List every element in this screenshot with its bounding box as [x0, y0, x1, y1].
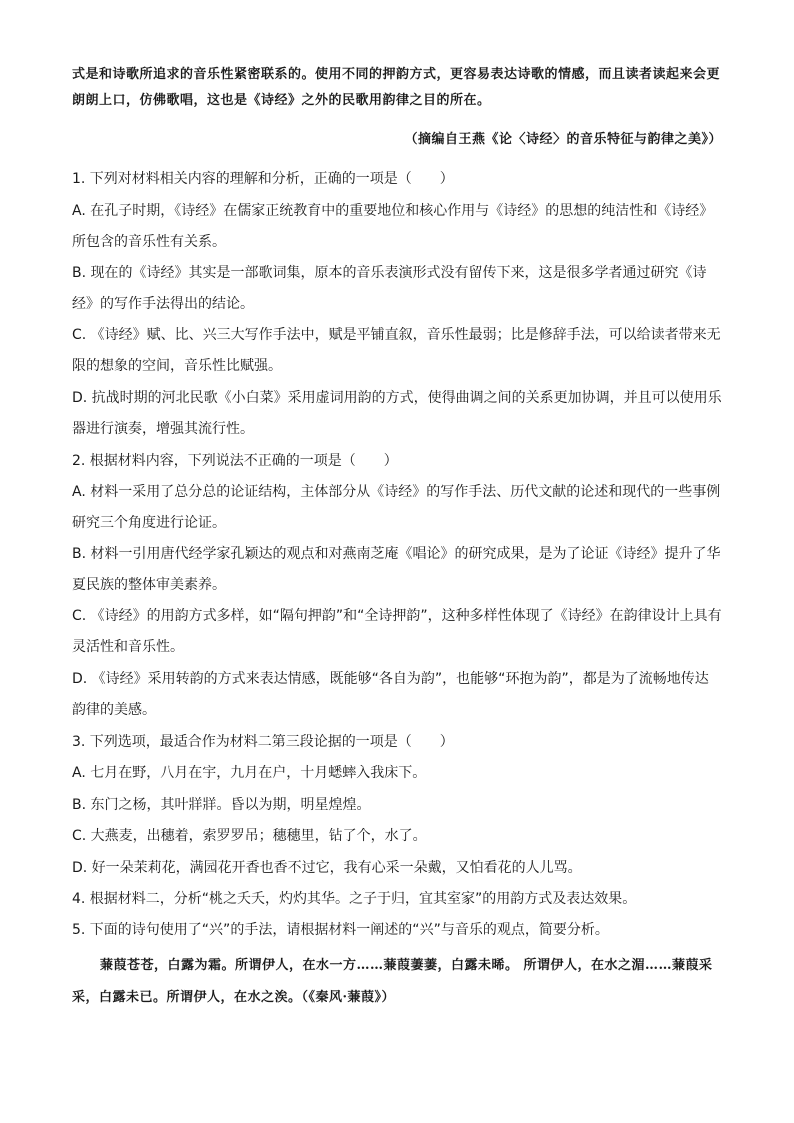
- question-3-option-b: B. 东门之杨，其叶牂牂。昏以为期，明星煌煌。: [72, 797, 371, 813]
- passage-source: （摘编自王燕《论〈诗经〉的音乐特征与韵律之美》）: [404, 132, 722, 147]
- question-2-stem: 2. 根据材料内容，下列说法不正确的一项是（ ）: [72, 453, 398, 469]
- question-3-stem: 3. 下列选项，最适合作为材料二第三段论据的一项是（ ）: [72, 734, 454, 750]
- question-2-option-a: A. 材料一采用了总分总的论证结构，主体部分从《诗经》的写作手法、历代文献的论述和现代的一些事例研究三个角度进行论证。: [72, 484, 721, 531]
- passage-continuation: 式是和诗歌所追求的音乐性紧密联系的。使用不同的押韵方式，更容易表达诗歌的情感，而且读者读起来会更朗朗上口，仿佛歌唱，这也是《诗经》之外的民歌用韵律之目的所在。: [72, 67, 721, 108]
- question-1-option-d: D. 抗战时期的河北民歌《小白菜》采用虚词用韵的方式，使得曲调之间的关系更加协调，并且可以使用乐器进行演奏，增强其流行性。: [72, 390, 722, 437]
- question-2-option-c: C. 《诗经》的用韵方式多样，如“隔句押韵”和“全诗押韵”，这种多样性体现了《诗经》在韵律设计上具有灵活性和音乐性。: [72, 608, 722, 655]
- poem-excerpt: 蒹葭苍苍，白露为霜。所谓伊人，在水一方……蒹葭萋萋，白露未晞。 所谓伊人，在水之湄……蒹葭采采，白露未已。所谓伊人，在水之涘。（《秦风·蒹葭》）: [72, 958, 713, 1005]
- question-5-stem: 5. 下面的诗句使用了“兴”的手法，请根据材料一阐述的“兴”与音乐的观点，简要分析。: [72, 922, 609, 938]
- question-3-option-a: A. 七月在野，八月在宇，九月在户，十月蟋蟀入我床下。: [72, 765, 427, 781]
- question-2-option-d: D. 《诗经》采用转韵的方式来表达情感，既能够“各自为韵”，也能够“环抱为韵”，都是为了流畅地传达韵律的美感。: [72, 671, 709, 718]
- question-4-stem: 4. 根据材料二，分析“桃之夭夭，灼灼其华。之子于归，宜其室家”的用韵方式及表达效果。: [72, 891, 637, 907]
- question-3-option-d: D. 好一朵茉莉花，满园花开香也香不过它，我有心采一朵戴，又怕看花的人儿骂。: [72, 860, 582, 876]
- question-1-option-b: B. 现在的《诗经》其实是一部歌词集，原本的音乐表演形式没有留传下来，这是很多学者通过研究《诗经》的写作手法得出的结论。: [72, 265, 707, 312]
- question-3-option-c: C. 大燕麦，出穗着，索罗罗吊；穗穗里，钻了个，水了。: [72, 828, 427, 844]
- question-2-option-b: B. 材料一引用唐代经学家孔颖达的观点和对燕南芝庵《唱论》的研究成果，是为了论证《诗经》提升了华夏民族的整体审美素养。: [72, 546, 721, 593]
- question-1-option-c: C. 《诗经》赋、比、兴三大写作手法中，赋是平铺直叙，音乐性最弱；比是修辞手法，可以给读者带来无限的想象的空间，音乐性比赋强。: [72, 327, 721, 374]
- question-1-stem: 1. 下列对材料相关内容的理解和分析，正确的一项是（ ）: [72, 171, 454, 187]
- question-1-option-a: A. 在孔子时期，《诗经》在儒家正统教育中的重要地位和核心作用与《诗经》的思想的纯洁性和《诗经》所包含的音乐性有关系。: [72, 203, 714, 250]
